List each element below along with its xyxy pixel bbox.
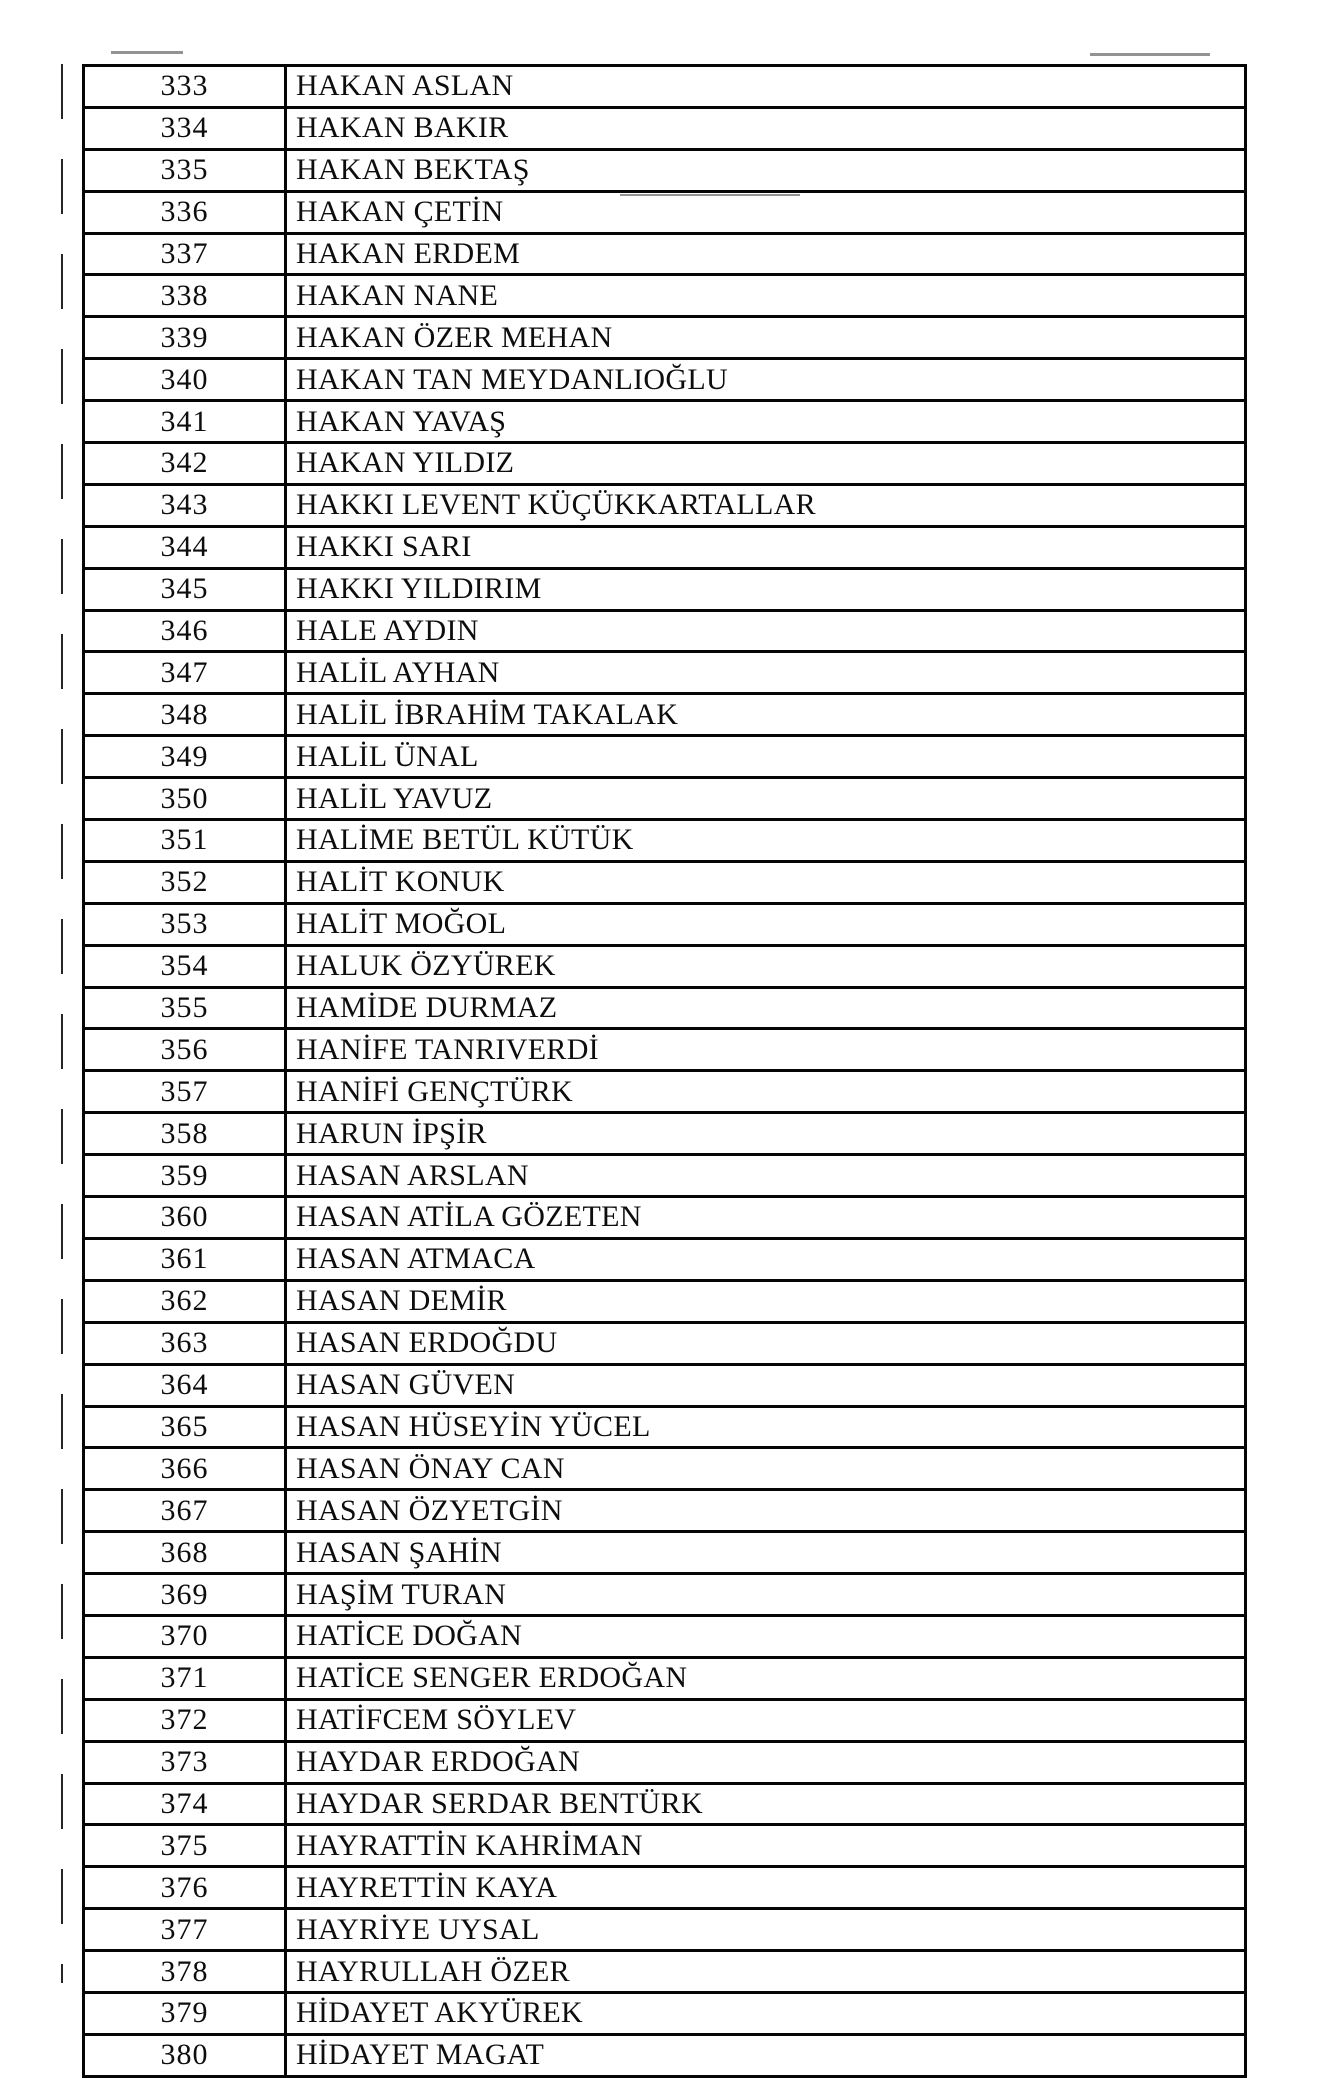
table-row: [84, 1448, 1246, 1490]
scan-artifact-vertical-line: [61, 64, 63, 1983]
table-row: [84, 1406, 1246, 1448]
row-number-cell: 361: [84, 1238, 286, 1280]
table-row: [84, 1699, 1246, 1741]
table-row: [84, 568, 1246, 610]
row-number-cell: 347: [84, 652, 286, 694]
row-number-cell: 336: [84, 191, 286, 233]
row-number-cell: 351: [84, 820, 286, 862]
name-cell: HALİT MOĞOL: [286, 903, 1246, 945]
name-cell: HAKKI SARI: [286, 526, 1246, 568]
row-number-cell: 357: [84, 1071, 286, 1113]
name-cell: HASAN ATİLA GÖZETEN: [286, 1197, 1246, 1239]
name-cell: HALİL ÜNAL: [286, 736, 1246, 778]
row-number-cell: 366: [84, 1448, 286, 1490]
table-row: [84, 903, 1246, 945]
name-cell: HASAN ÖNAY CAN: [286, 1448, 1246, 1490]
name-cell: HAKAN NANE: [286, 275, 1246, 317]
name-cell: HALİL AYHAN: [286, 652, 1246, 694]
table-row: [84, 1825, 1246, 1867]
table-row: [84, 1657, 1246, 1699]
row-number-cell: 338: [84, 275, 286, 317]
name-list-body: [84, 66, 1246, 2077]
row-number-cell: 342: [84, 443, 286, 485]
name-cell: HALE AYDIN: [286, 610, 1246, 652]
row-number-cell: 374: [84, 1783, 286, 1825]
row-number-cell: 334: [84, 107, 286, 149]
name-cell: HASAN HÜSEYİN YÜCEL: [286, 1406, 1246, 1448]
name-cell: HANİFİ GENÇTÜRK: [286, 1071, 1246, 1113]
table-row: [84, 1280, 1246, 1322]
table-row: [84, 1155, 1246, 1197]
table-row: [84, 1741, 1246, 1783]
row-number-cell: 333: [84, 66, 286, 108]
row-number-cell: 352: [84, 861, 286, 903]
row-number-cell: 340: [84, 359, 286, 401]
table-row: [84, 1532, 1246, 1574]
scan-artifact: [1090, 53, 1210, 56]
table-row: [84, 107, 1246, 149]
table-row: [84, 275, 1246, 317]
row-number-cell: 360: [84, 1197, 286, 1239]
name-list-table: [82, 64, 1247, 2078]
table-row: [84, 987, 1246, 1029]
row-number-cell: 373: [84, 1741, 286, 1783]
row-number-cell: 339: [84, 317, 286, 359]
table-row: [84, 1197, 1246, 1239]
name-cell: HAKAN YAVAŞ: [286, 401, 1246, 443]
name-cell: HASAN ATMACA: [286, 1238, 1246, 1280]
row-number-cell: 376: [84, 1867, 286, 1909]
name-cell: HAKAN ERDEM: [286, 233, 1246, 275]
table-row: [84, 1238, 1246, 1280]
table-row: [84, 610, 1246, 652]
table-row: [84, 694, 1246, 736]
name-cell: HAYRATTİN KAHRİMAN: [286, 1825, 1246, 1867]
table-row: [84, 484, 1246, 526]
name-cell: HANİFE TANRIVERDİ: [286, 1029, 1246, 1071]
row-number-cell: 350: [84, 778, 286, 820]
table-row: [84, 401, 1246, 443]
row-number-cell: 369: [84, 1574, 286, 1616]
table-row: [84, 2034, 1246, 2076]
row-number-cell: 372: [84, 1699, 286, 1741]
name-cell: HATİCE SENGER ERDOĞAN: [286, 1657, 1246, 1699]
name-cell: HALİME BETÜL KÜTÜK: [286, 820, 1246, 862]
name-cell: HİDAYET MAGAT: [286, 2034, 1246, 2076]
table-row: [84, 1113, 1246, 1155]
table-row: [84, 191, 1246, 233]
table-row: [84, 1071, 1246, 1113]
table-row: [84, 778, 1246, 820]
row-number-cell: 335: [84, 149, 286, 191]
name-cell: HAŞİM TURAN: [286, 1574, 1246, 1616]
name-cell: HAKAN BEKTAŞ: [286, 149, 1246, 191]
name-cell: HAYRİYE UYSAL: [286, 1909, 1246, 1951]
name-cell: HAKKI YILDIRIM: [286, 568, 1246, 610]
row-number-cell: 371: [84, 1657, 286, 1699]
row-number-cell: 354: [84, 945, 286, 987]
name-cell: HAMİDE DURMAZ: [286, 987, 1246, 1029]
table-row: [84, 1909, 1246, 1951]
table-row: [84, 359, 1246, 401]
table-row: [84, 443, 1246, 485]
name-cell: HAKAN ÖZER MEHAN: [286, 317, 1246, 359]
table-row: [84, 820, 1246, 862]
name-cell: HASAN ÖZYETGİN: [286, 1490, 1246, 1532]
name-cell: HASAN DEMİR: [286, 1280, 1246, 1322]
table-row: [84, 736, 1246, 778]
row-number-cell: 380: [84, 2034, 286, 2076]
table-row: [84, 317, 1246, 359]
name-cell: HASAN ERDOĞDU: [286, 1322, 1246, 1364]
scan-artifact: [111, 51, 183, 54]
row-number-cell: 375: [84, 1825, 286, 1867]
name-cell: HAKAN ASLAN: [286, 66, 1246, 108]
name-cell: HALİL YAVUZ: [286, 778, 1246, 820]
row-number-cell: 355: [84, 987, 286, 1029]
name-cell: HALUK ÖZYÜREK: [286, 945, 1246, 987]
row-number-cell: 343: [84, 484, 286, 526]
name-cell: HALİT KONUK: [286, 861, 1246, 903]
name-cell: HAKAN YILDIZ: [286, 443, 1246, 485]
table-row: [84, 66, 1246, 108]
row-number-cell: 359: [84, 1155, 286, 1197]
table-row: [84, 1490, 1246, 1532]
name-cell: HATİCE DOĞAN: [286, 1615, 1246, 1657]
name-cell: HAKAN ÇETİN: [286, 191, 1246, 233]
table-row: [84, 861, 1246, 903]
name-cell: HAKKI LEVENT KÜÇÜKKARTALLAR: [286, 484, 1246, 526]
name-cell: HAKAN TAN MEYDANLIOĞLU: [286, 359, 1246, 401]
table-row: [84, 526, 1246, 568]
table-row: [84, 149, 1246, 191]
table-row: [84, 233, 1246, 275]
name-cell: HASAN GÜVEN: [286, 1364, 1246, 1406]
row-number-cell: 367: [84, 1490, 286, 1532]
table-row: [84, 945, 1246, 987]
table-row: [84, 1992, 1246, 2034]
table-row: [84, 1615, 1246, 1657]
row-number-cell: 362: [84, 1280, 286, 1322]
row-number-cell: 346: [84, 610, 286, 652]
table-row: [84, 1574, 1246, 1616]
row-number-cell: 345: [84, 568, 286, 610]
table-row: [84, 1364, 1246, 1406]
name-cell: HAYRULLAH ÖZER: [286, 1951, 1246, 1993]
name-cell: HİDAYET AKYÜREK: [286, 1992, 1246, 2034]
table-row: [84, 1783, 1246, 1825]
row-number-cell: 368: [84, 1532, 286, 1574]
row-number-cell: 370: [84, 1615, 286, 1657]
name-cell: HALİL İBRAHİM TAKALAK: [286, 694, 1246, 736]
name-cell: HARUN İPŞİR: [286, 1113, 1246, 1155]
row-number-cell: 356: [84, 1029, 286, 1071]
row-number-cell: 337: [84, 233, 286, 275]
row-number-cell: 363: [84, 1322, 286, 1364]
row-number-cell: 364: [84, 1364, 286, 1406]
table-row: [84, 652, 1246, 694]
row-number-cell: 349: [84, 736, 286, 778]
row-number-cell: 353: [84, 903, 286, 945]
name-cell: HASAN ŞAHİN: [286, 1532, 1246, 1574]
row-number-cell: 365: [84, 1406, 286, 1448]
table-row: [84, 1322, 1246, 1364]
name-cell: HAYDAR SERDAR BENTÜRK: [286, 1783, 1246, 1825]
row-number-cell: 344: [84, 526, 286, 568]
name-cell: HAKAN BAKIR: [286, 107, 1246, 149]
table-row: [84, 1867, 1246, 1909]
row-number-cell: 377: [84, 1909, 286, 1951]
table-row: [84, 1029, 1246, 1071]
row-number-cell: 358: [84, 1113, 286, 1155]
name-cell: HASAN ARSLAN: [286, 1155, 1246, 1197]
name-cell: HAYDAR ERDOĞAN: [286, 1741, 1246, 1783]
row-number-cell: 378: [84, 1951, 286, 1993]
row-number-cell: 379: [84, 1992, 286, 2034]
row-number-cell: 341: [84, 401, 286, 443]
row-number-cell: 348: [84, 694, 286, 736]
name-cell: HATİFCEM SÖYLEV: [286, 1699, 1246, 1741]
table-row: [84, 1951, 1246, 1993]
name-cell: HAYRETTİN KAYA: [286, 1867, 1246, 1909]
